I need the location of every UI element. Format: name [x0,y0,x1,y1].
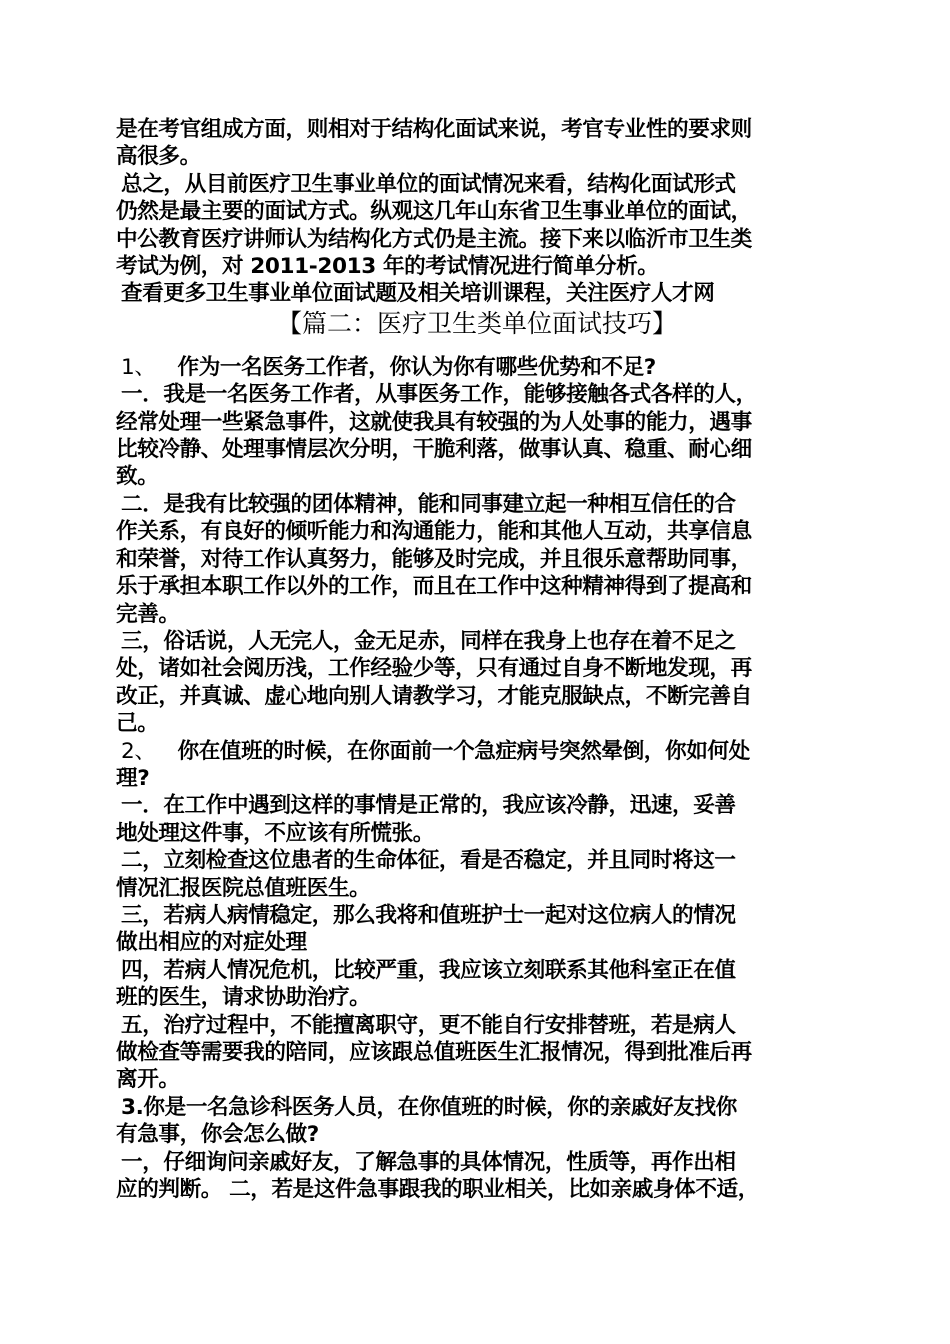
text-line: 考试为例，对 2011-2013 年的考试情况进行简单分析。 [116,254,659,280]
question-number: 1、 [121,354,156,380]
text-line: 四，若病人情况危机，比较严重，我应该立刻联系其他科室正在值 [121,957,736,983]
text-line: 应的判断。 二，若是这件急事跟我的职业相关，比如亲戚身体不适， [116,1177,759,1203]
text-line: 比较冷静、处理事情层次分明，干脆利落，做事认真、稳重、耐心细 [116,437,752,463]
text-line: 一，仔细询问亲戚好友，了解急事的具体情况，性质等，再作出相 [121,1149,736,1175]
text-line: 高很多。 [116,144,201,170]
text-line: 是在考官组成方面，则相对于结构化面试来说，考官专业性的要求则 [116,117,752,142]
question-1 [116,354,838,381]
text-line: 己。 [116,711,159,737]
text-line: 一．我是一名医务工作者，从事医务工作，能够接触各式各样的人， [121,382,757,408]
text-line: 一．在工作中遇到这样的事情是正常的，我应该冷静，迅速，妥善 [121,793,736,819]
text-line: 改正，并真诚、虚心地向别人请教学习，才能克服缺点，不断完善自 [116,683,752,709]
text-line: 二．是我有比较强的团体精神，能和同事建立起一种相互信任的合 [121,491,736,517]
text-line: 班的医生，请求协助治疗。 [116,985,371,1011]
text-line: 二，立刻检查这位患者的生命体征，看是否稳定，并且同时将这一 [121,848,736,874]
text-line: 理? [116,765,150,791]
text-line: 经常处理一些紧急事件，这就使我具有较强的为人处事的能力，遇事 [116,409,752,435]
document-body [116,116,838,1203]
text-line: 地处理这件事，不应该有所慌张。 [116,820,434,846]
text-line: 查看更多卫生事业单位面试题及相关培训课程，关注医疗人才网 [121,281,715,307]
text-line: 做出相应的对症处理 [116,930,307,956]
text-line: 五，治疗过程中，不能擅离职守，更不能自行安排替班，若是病人 [121,1012,736,1038]
text-line: 情况汇报医院总值班医生。 [116,875,371,901]
text-line: 作关系，有良好的倾听能力和沟通能力，能和其他人互动，共享信息 [116,519,752,545]
text-line: 仍然是最主要的面试方式。纵观这几年山东省卫生事业单位的面试， [116,199,752,225]
question-number: 2、 [121,738,156,764]
question-2 [116,738,838,765]
text-line: 中公教育医疗讲师认为结构化方式仍是主流。接下来以临沂市卫生类 [116,226,752,252]
text-line: 做检查等需要我的陪同，应该跟总值班医生汇报情况，得到批准后再 [116,1040,752,1065]
question-3: 3.你是一名急诊科医务人员，在你值班的时候，你的亲戚好友找你 [121,1094,737,1120]
text-line: 三，俗话说，人无完人，金无足赤，同样在我身上也存在着不足之 [121,628,736,654]
section-heading: 【篇二：医疗卫生类单位面试技巧】 [276,308,677,338]
text-line: 处，诸如社会阅历浅，工作经验少等，只有通过自身不断地发现，再 [116,656,752,682]
text-line: 完善。 [116,601,180,627]
text-line: 致。 [116,464,159,490]
text-line: 和荣誉，对待工作认真努力，能够及时完成，并且很乐意帮助同事， [116,546,752,572]
question-text: 你在值班的时候，在你面前一个急症病号突然晕倒，你如何处 [177,738,750,764]
text-line: 三，若病人病情稳定，那么我将和值班护士一起对这位病人的情况 [121,902,736,928]
text-line: 有急事，你会怎么做? [116,1122,319,1148]
text-line: 离开。 [116,1067,180,1093]
question-text: 作为一名医务工作者，你认为你有哪些优势和不足? [177,354,656,380]
text-line: 乐于承担本职工作以外的工作，而且在工作中这种精神得到了提高和 [116,574,752,600]
text-line: 总之，从目前医疗卫生事业单位的面试情况来看，结构化面试形式 [121,171,736,197]
